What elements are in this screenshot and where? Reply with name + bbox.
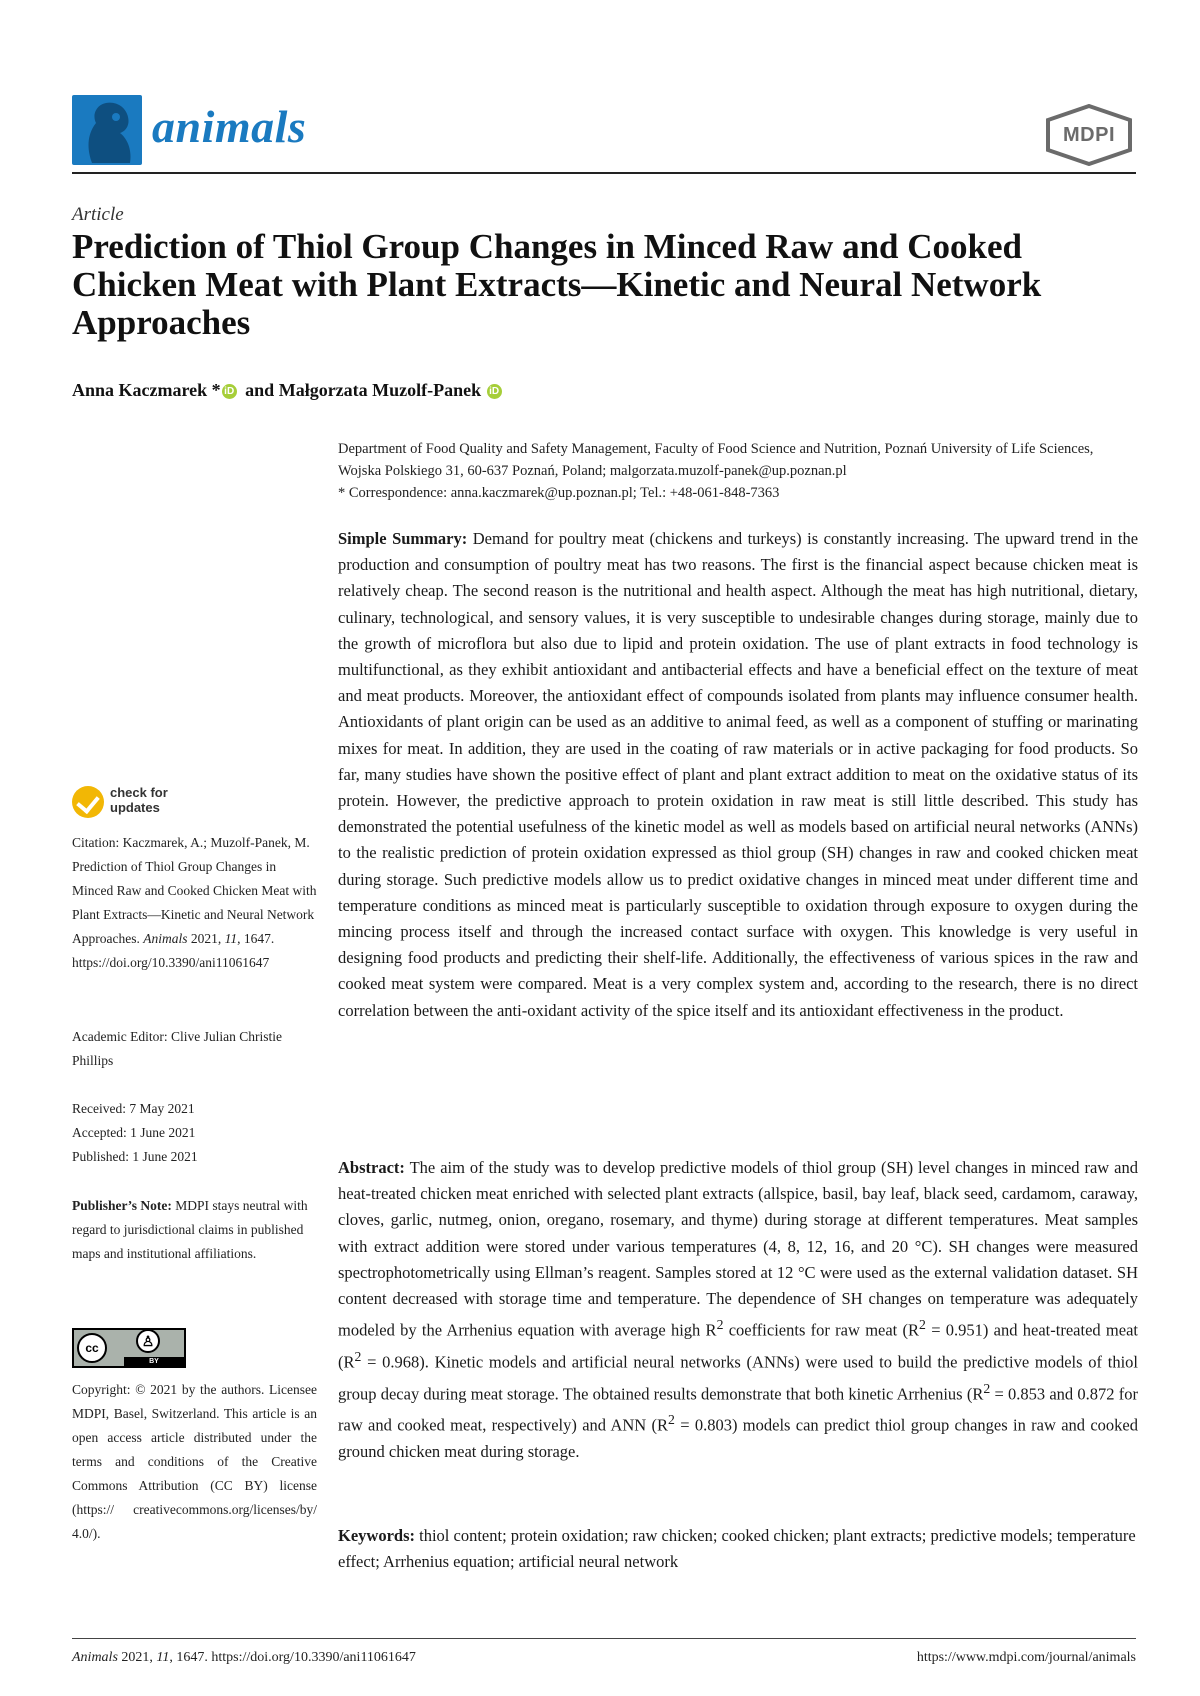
publication-dates <box>72 1097 317 1169</box>
published-date: Published: 1 June 2021 <box>72 1149 198 1164</box>
publisher-logo-text: MDPI <box>1063 124 1115 146</box>
keywords <box>338 1523 1138 1575</box>
copyright-notice: Copyright: © 2021 by the authors. Licensee MDPI, Basel, Switzerland. This article is an open access article distributed under the terms and conditions of the Creative Commons Attribution (CC BY) license (https:// creativecommons.org/licenses/by/ 4.0/). <box>72 1382 317 1541</box>
publisher-logo <box>1044 104 1134 166</box>
journal-logo-icon <box>72 95 142 165</box>
keywords-label: Keywords: <box>338 1526 415 1545</box>
abstract-text: The aim of the study was to develop predictive models of thiol group (SH) level changes in minced raw and heat-treated chicken meat enriched with selected plant extracts (allspice, basil, bay leaf, black seed, cardamom, caraway, cloves, garlic, nutmeg, onion, oregano, rosemary, and thyme) during storage at different temperatures. Meat samples with extract addition were stored under various temperatures (4, 8, 12, 16, and 20 °C). SH changes were measured spectrophotometrically using Ellman’s reagent. Samples stored at 12 °C were used as the external validation dataset. SH content decreased with storage time and temperature. The dependence of SH changes on temperature was adequately modeled by the Arrhenius equation with average high R <box>338 1158 1138 1340</box>
citation: Citation: Kaczmarek, A.; Muzolf-Panek, M. Prediction of Thiol Group Changes in Minced Raw and Cooked Chicken Meat with Plant Extracts—Kinetic and Neural Network Approaches. Animals 2021, 11, 1647. https://doi.org/10.3390/ani11061647 <box>72 835 317 970</box>
superscript: 2 <box>716 1317 724 1333</box>
abstract-text: = 0.951) and heat-treated meat (R <box>338 1320 1138 1372</box>
abstract-text: = 0.853 and 0.872 for raw and cooked meat, respectively) and ANN (R <box>338 1384 1138 1435</box>
simple-summary-text: Demand for poultry meat (chickens and turkeys) is constantly increasing. The upward trend in the production and consumption of poultry meat has two reasons. The first is the financial aspect because chicken meat is relatively cheap. The second reason is the nutritional and health aspect. Although the meat has high nutritional, dietary, culinary, technological, and sensory values, it is very susceptible to undesirable changes during storage, mainly due to the growth of microflora but also due to lipid and protein oxidation. The use of plant extracts in food technology is multifunctional, as they exhibit antioxidant and antibacterial effects and have a beneficial effect on the texture of meat and meat products. Moreover, the antioxidant effect of compounds isolated from plants may influence consumer health. Antioxidants of plant origin can be used as an additive to animal feed, as well as a component of stuffing or marinating mixes for meat. In addition, they are used in the coating of raw materials or in active packaging for food products. So far, many studies have shown the positive effect of plant and plant extract addition to meat on the oxidative status of its protein. However, the predictive approach to protein oxidation in raw meat is still little described. This study has demonstrated the potential usefulness of the kinetic model as well as models based on artificial neural networks (ANNs) to the realistic prediction of protein oxidation expressed as thiol group (SH) changes in raw and cooked chicken meat during storage. Such predictive models allow us to predict oxidative changes in minced meat under different time and temperature conditions as minced meat is particularly susceptible to oxidation through exposure to oxygen during the mincing process itself and through the increased contact surface with oxygen. This knowledge is very useful in designing food products and predicting their shelf-life. Additionally, the effectiveness of various spices in the raw and cooked meat system were compared. Meat is a very complex system and, according to the research, there is no direct correlation between the anti-oxidant activity of the spice itself and its antioxidant effectiveness in the product. <box>338 529 1139 1020</box>
superscript: 2 <box>668 1412 675 1428</box>
cc-by-license-badge[interactable] <box>72 1328 186 1368</box>
publishers-note: Publisher’s Note: MDPI stays neutral with regard to jurisdictional claims in published maps and institutional affiliations. <box>72 1198 308 1261</box>
header-divider <box>72 172 1136 174</box>
affiliation: Department of Food Quality and Safety Management, Faculty of Food Science and Nutrition, Poznań University of Life Sciences, Wojska Polskiego 31, 60-637 Poznań, Poland; malgorzata.muzolf-panek@up.poznan.pl <box>338 441 1094 479</box>
cc-by-label: BY <box>124 1357 184 1366</box>
author-connector: and <box>245 380 275 400</box>
accepted-date: Accepted: 1 June 2021 <box>72 1125 196 1140</box>
abstract-text: coefficients for raw meat (R <box>723 1320 920 1340</box>
footer-citation: Animals 2021, 11, 1647. https://doi.org/10.3390/ani11061647 <box>72 1650 416 1665</box>
superscript: 2 <box>919 1317 926 1333</box>
corresponding-mark: * <box>211 380 221 400</box>
journal-name: animals <box>152 101 307 152</box>
checkmark-icon <box>72 786 104 818</box>
monkey-icon <box>72 95 142 165</box>
footer-journal-url[interactable]: https://www.mdpi.com/journal/animals <box>916 1650 1136 1665</box>
article-title: Prediction of Thiol Group Changes in Minced Raw and Cooked Chicken Meat with Plant Extracts—Kinetic and Neural Network Approaches <box>72 227 1042 342</box>
check-for-updates-button[interactable] <box>72 783 192 821</box>
academic-editor: Academic Editor: Clive Julian Christie Phillips <box>72 1029 282 1068</box>
check-updates-label: check for updates <box>110 785 168 815</box>
abstract-text: = 0.968). Kinetic models and artificial neural networks (ANNs) were used to build the predictive models of thiol group decay during meat storage. The obtained results demonstrate that both kinetic Arrhenius (R <box>338 1352 1138 1404</box>
received-date: Received: 7 May 2021 <box>72 1101 195 1116</box>
simple-summary <box>338 526 1138 1024</box>
creative-commons-icon: cc <box>77 1333 107 1363</box>
superscript: 2 <box>354 1348 362 1364</box>
simple-summary-label: Simple Summary: <box>338 529 468 548</box>
author-list <box>72 380 506 401</box>
attribution-person-icon: ♙ <box>136 1329 160 1353</box>
abstract-text: = 0.803) models can predict thiol group changes in raw and cooked ground chicken meat during storage. <box>338 1415 1138 1462</box>
abstract <box>338 1155 1138 1465</box>
author-name[interactable]: Anna Kaczmarek <box>72 380 208 400</box>
footer-divider <box>72 1638 1136 1639</box>
author-name[interactable]: Małgorzata Muzolf-Panek <box>278 380 482 400</box>
superscript: 2 <box>983 1380 991 1396</box>
article-type: Article <box>72 204 124 225</box>
orcid-icon[interactable]: iD <box>222 384 237 399</box>
keywords-text: thiol content; protein oxidation; raw chicken; cooked chicken; plant extracts; predictive models; temperature effect; Arrhenius equation; artificial neural network <box>338 1526 1136 1572</box>
orcid-icon[interactable]: iD <box>487 384 502 399</box>
correspondence: * Correspondence: anna.kaczmarek@up.poznan.pl; Tel.: +48-061-848-7363 <box>338 485 780 501</box>
abstract-label: Abstract: <box>338 1158 405 1177</box>
